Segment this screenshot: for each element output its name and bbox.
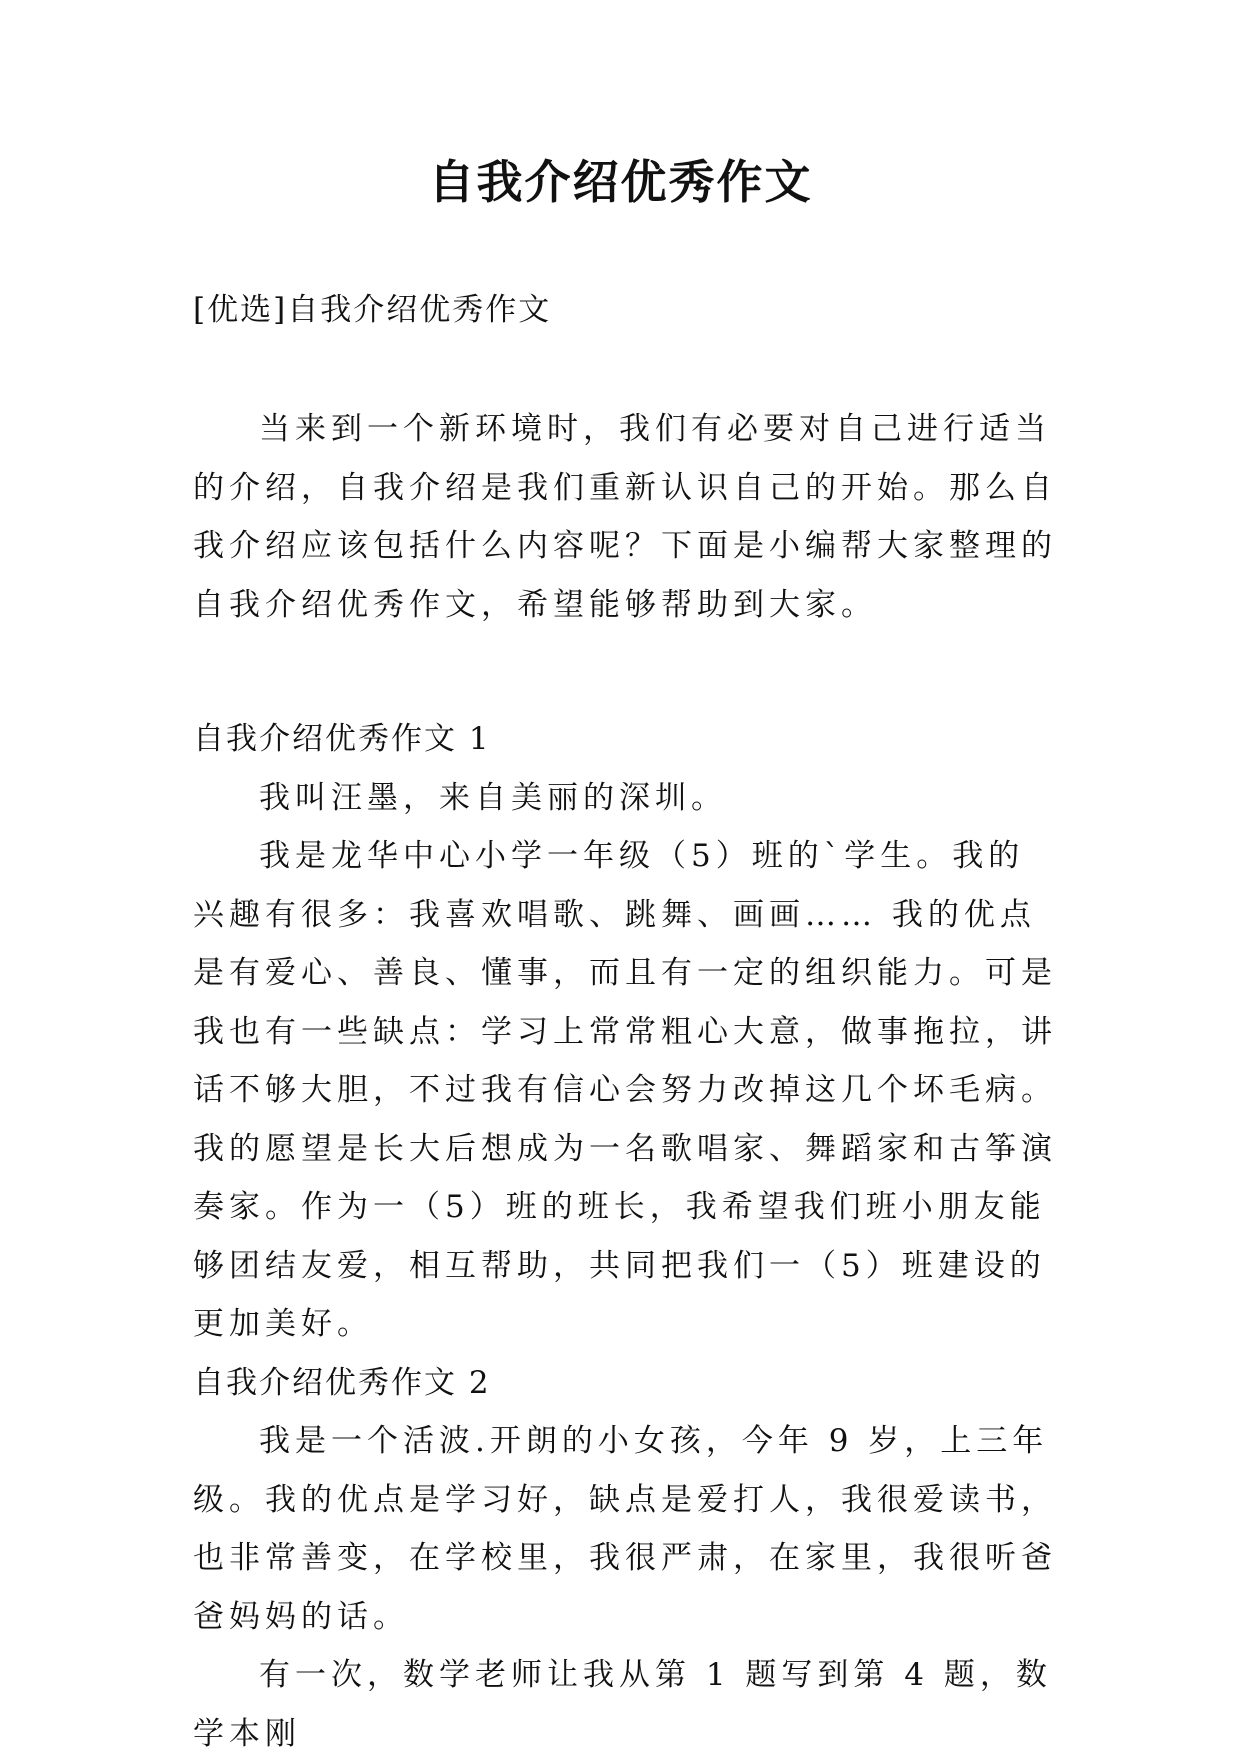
section-heading: 自我介绍优秀作文 2 (193, 1354, 1059, 1413)
section-paragraph: 有一次，数学老师让我从第 1 题写到第 4 题，数学本刚 (193, 1646, 1059, 1763)
document-subtitle: [优选]自我介绍优秀作文 (193, 290, 551, 330)
section-heading: 自我介绍优秀作文 1 (193, 710, 1059, 769)
document-title: 自我介绍优秀作文 (0, 150, 1241, 214)
document-body (193, 400, 1059, 1763)
essay-section-2 (193, 1354, 1059, 1763)
section-paragraph: 我叫汪墨，来自美丽的深圳。 (193, 769, 1059, 828)
section-paragraph: 我是一个活波.开朗的小女孩，今年 9 岁，上三年级。我的优点是学习好，缺点是爱打人，我很爱读书，也非常善变，在学校里，我很严肃，在家里，我很听爸爸妈妈的话。 (193, 1412, 1059, 1646)
intro-paragraph: 当来到一个新环境时，我们有必要对自己进行适当的介绍，自我介绍是我们重新认识自己的开始。那么自我介绍应该包括什么内容呢？下面是小编帮大家整理的自我介绍优秀作文，希望能够帮助到大家。 (193, 400, 1059, 634)
section-spacer (193, 634, 1059, 710)
essay-section-1 (193, 710, 1059, 1354)
section-paragraph: 我是龙华中心小学一年级（5）班的`学生。我的兴趣有很多：我喜欢唱歌、跳舞、画画…… 我的优点是有爱心、善良、懂事，而且有一定的组织能力。可是我也有一些缺点：学习上常常粗心大意，做事拖拉，讲话不够大胆，不过我有信心会努力改掉这几个坏毛病。我的愿望是长大后想成为一名歌唱家、舞蹈家和古筝演奏家。作为一（5）班的班长，我希望我们班小朋友能够团结友爱，相互帮助，共同把我们一（5）班建设的更加美好。 (193, 827, 1059, 1354)
